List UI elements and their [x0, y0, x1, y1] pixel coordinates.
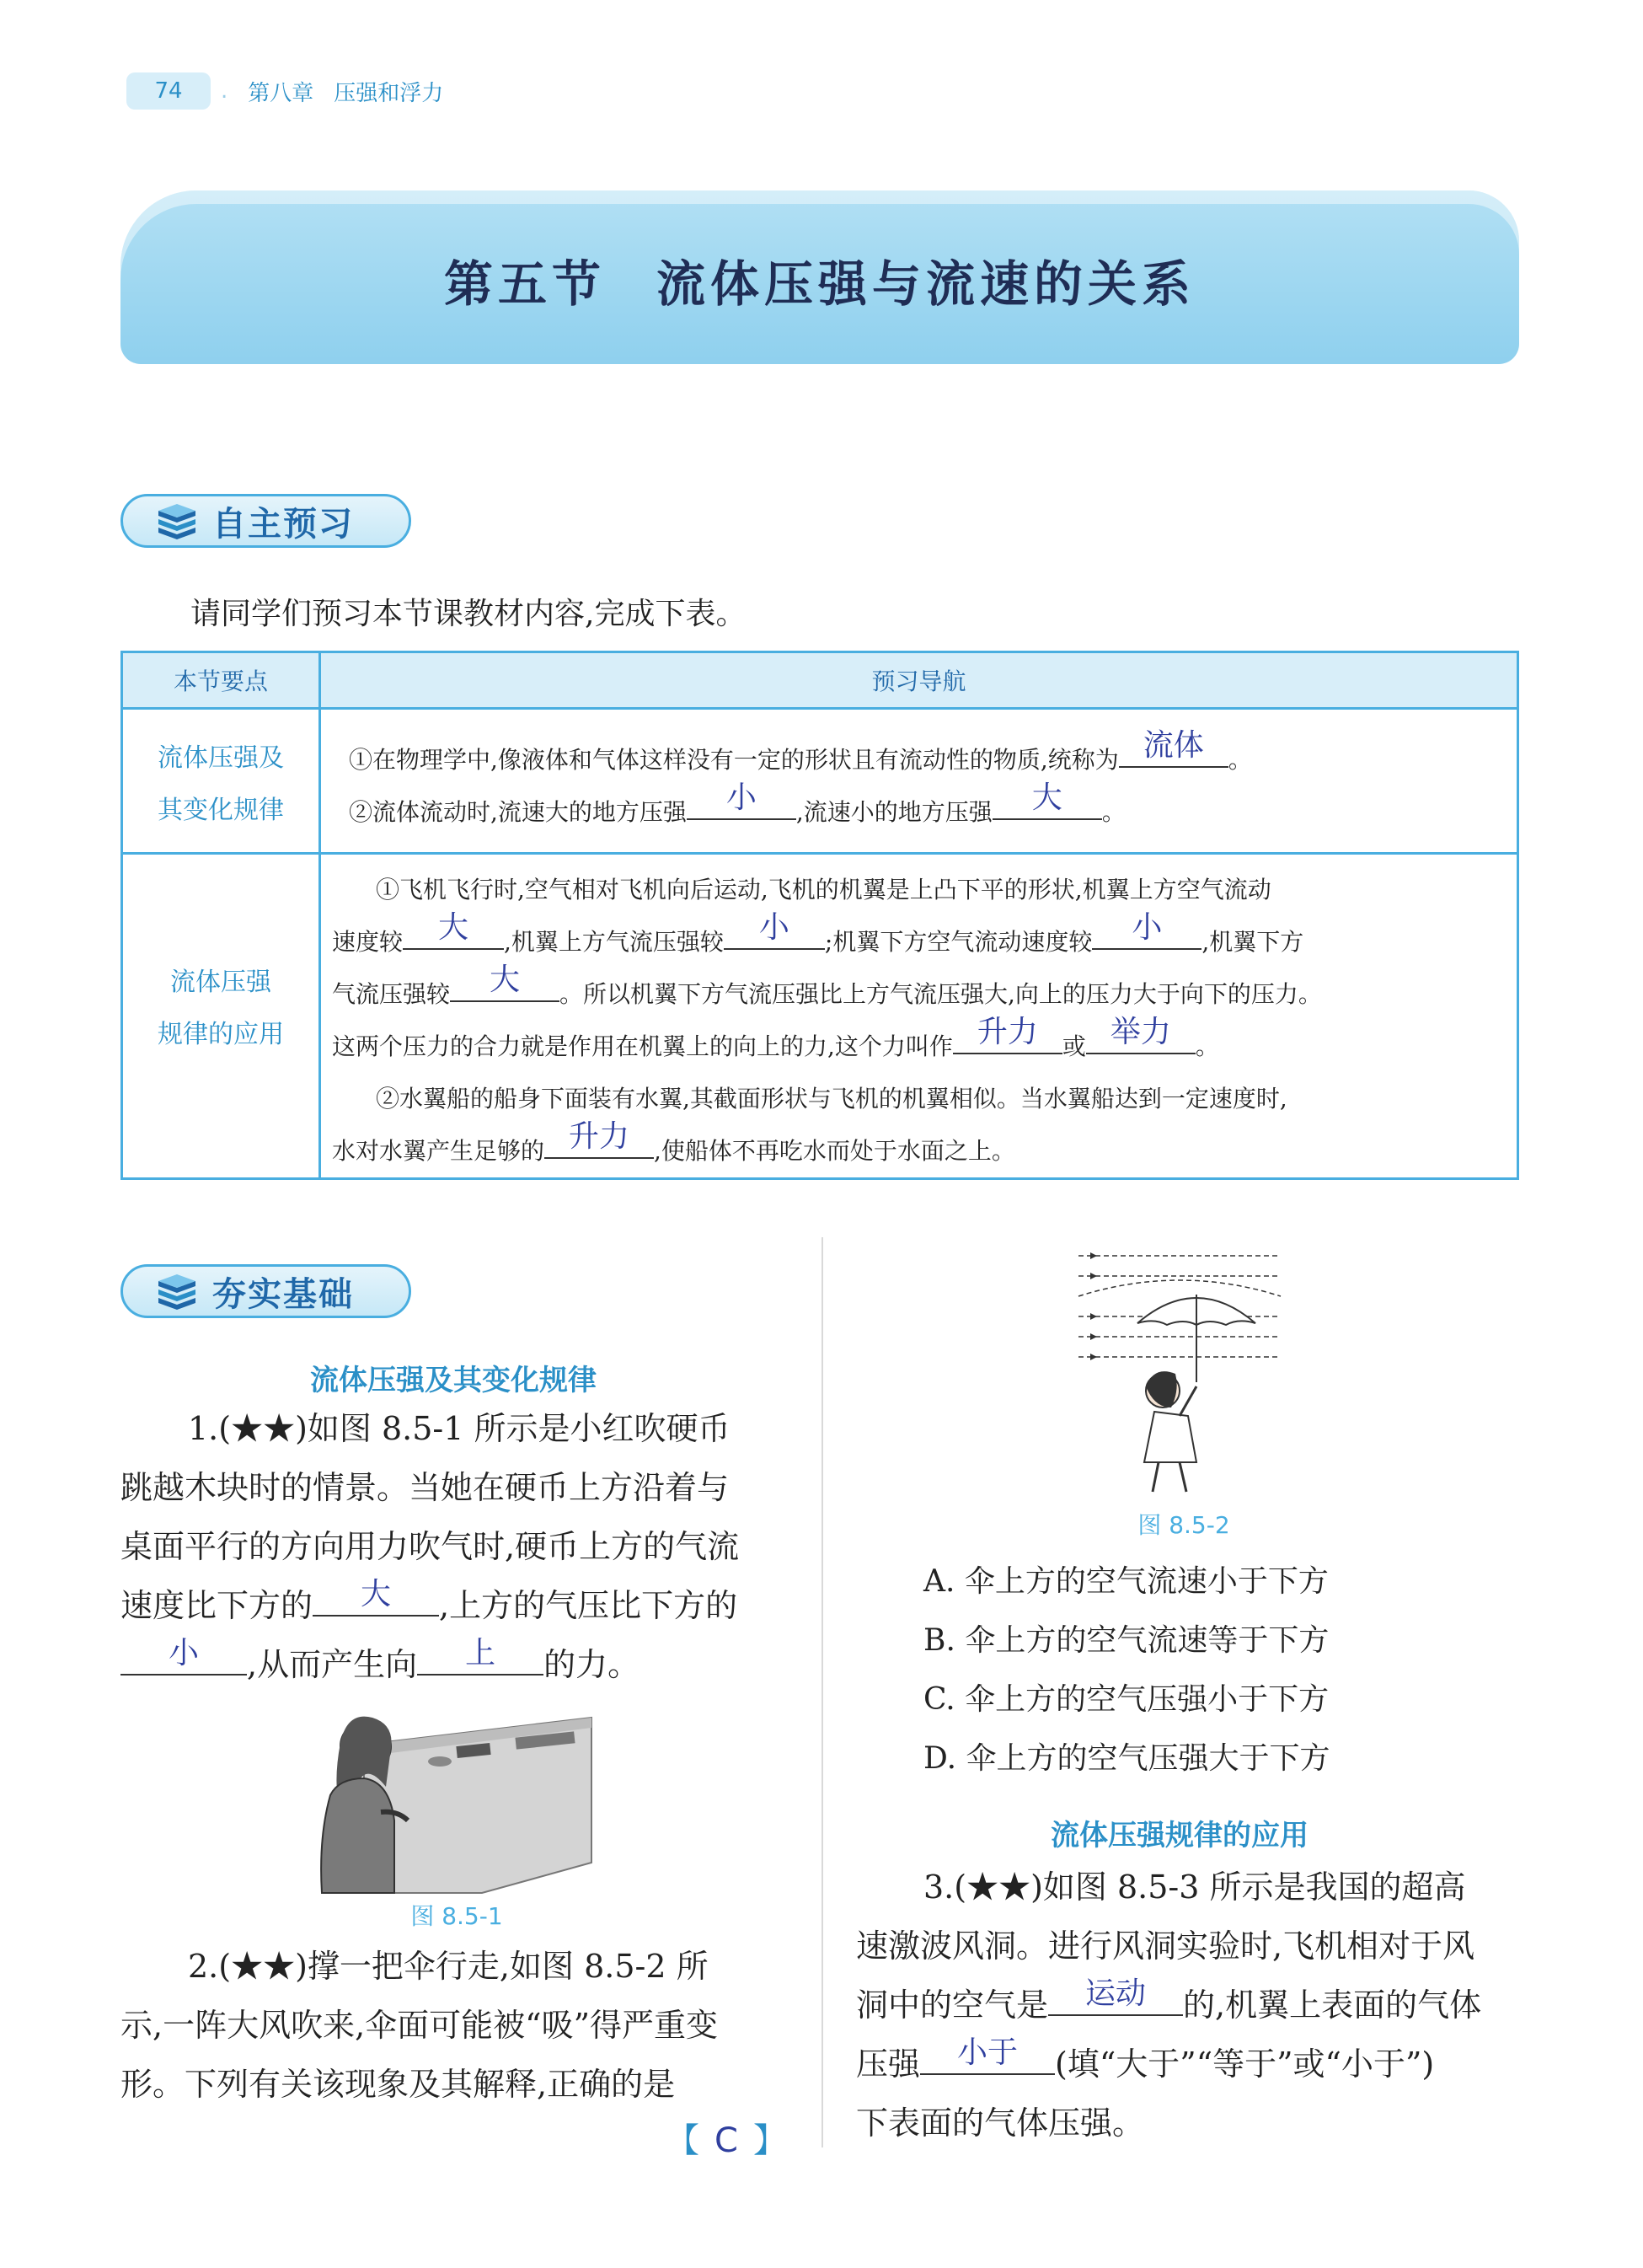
answer-blank: 上	[417, 1642, 543, 1676]
subheading-application: 流体压强规律的应用	[1051, 1819, 1309, 1852]
answer-blank: 大	[313, 1583, 439, 1617]
figure-girl-blowing-coin	[313, 1694, 600, 1896]
row2-line2: 速度较 大 ,机翼上方气流压强较 小 ;机翼下方空气流动速度较 小 ,机翼下方	[332, 910, 1304, 956]
question-2-options	[923, 1552, 1513, 1788]
row2-line4: 这两个压力的合力就是作用在机翼上的向上的力,这个力叫作 升力 或 举力 。	[332, 1015, 1219, 1060]
preview-heading	[120, 494, 411, 548]
column-divider	[822, 1237, 823, 2147]
answer-blank: 小	[724, 925, 825, 950]
option-a: A. 伞上方的空气流速小于下方	[923, 1564, 1329, 1599]
row1-line2: ②流体流动时,流速大的地方压强 小 ,流速小的地方压强 大 。	[349, 780, 1126, 826]
answer-blank: 小	[687, 795, 796, 820]
option-d: D. 伞上方的空气压强大于下方	[923, 1741, 1330, 1776]
answer-blank: 小	[120, 1642, 247, 1676]
option-b: B. 伞上方的空气流速等于下方	[923, 1623, 1330, 1658]
preview-intro: 请同学们预习本节课教材内容,完成下表。	[190, 597, 747, 631]
chapter-header	[221, 72, 443, 110]
row2-line3: 气流压强较 大 。所以机翼下方气流压强比上方气流压强大,向上的压力大于向下的压力。	[332, 962, 1322, 1008]
answer-blank	[1119, 728, 1228, 768]
option-c: C. 伞上方的空气压强小于下方	[923, 1682, 1330, 1717]
section-number: 第五节	[443, 255, 606, 313]
chapter-title: 压强和浮力	[334, 80, 444, 106]
basics-heading-label: 夯实基础	[212, 1274, 354, 1314]
figure-1-caption: 图 8.5-1	[410, 1902, 503, 1930]
answer-blank: 升力	[544, 1134, 654, 1159]
answer-blank: 升力	[953, 1029, 1062, 1054]
table-row-divider	[123, 852, 1517, 855]
chapter-label: 第八章	[248, 80, 314, 106]
question-2: 2.(★★)撑一把伞行走,如图 8.5-2 所 示,一阵大风吹来,伞面可能被“吸”得严重变 形。下列有关该现象及其解释,正确的是	[120, 1948, 719, 2103]
figure-2-caption: 图 8.5-2	[1137, 1511, 1230, 1539]
preview-table	[120, 651, 1519, 1180]
row2-line5: ②水翼船的船身下面装有水翼,其截面形状与飞机的机翼相似。当水翼船达到一定速度时,	[376, 1085, 1287, 1113]
figure-girl-with-umbrella	[1070, 1247, 1298, 1500]
section-title	[120, 244, 1519, 315]
books-icon	[153, 502, 201, 539]
answer-bracket: 【 C 】	[666, 2121, 787, 2160]
chosen-answer: C	[714, 2121, 738, 2160]
row1-label: 流体压强及 其变化规律	[158, 743, 284, 825]
answer-blank: 大	[450, 977, 559, 1002]
question-3: 3.(★★)如图 8.5-3 所示是我国的超高 速激波风洞。进行风洞实验时,飞机相对于风 洞中的空气是 运动 的,机翼上表面的气体 压强 小于 (填“大于”“等于”或“小于”) 下表面的气体压强。	[856, 1869, 1482, 2142]
answer-blank: 大	[993, 795, 1102, 820]
table-column-divider	[318, 653, 321, 1177]
preview-heading-label: 自主预习	[212, 504, 354, 544]
row2-line6: 水对水翼产生足够的 升力 ,使船体不再吃水而处于水面之上。	[332, 1119, 1015, 1165]
question-1: 1.(★★)如图 8.5-1 所示是小红吹硬币 跳越木块时的情景。当她在硬币上方沿着与 桌面平行的方向用力吹气时,硬币上方的气流 速度比下方的 大 ,上方的气压比下方的 小 ,从而产生向 上 的力。	[120, 1410, 740, 1683]
row2-label: 流体压强 规律的应用	[158, 968, 284, 1049]
col1-header: 本节要点	[173, 668, 268, 695]
row1-line1: ①在物理学中,像液体和气体这样没有一定的形状且有流动性的物质,统称为 流体 。	[349, 728, 1252, 774]
subheading-law: 流体压强及其变化规律	[310, 1364, 597, 1397]
col2-header: 预习导航	[871, 668, 966, 695]
answer-blank: 大	[403, 925, 504, 950]
books-icon	[153, 1273, 201, 1310]
separator-dot: .	[221, 78, 228, 104]
basics-heading	[120, 1264, 411, 1318]
answer-blank: 运动	[1048, 1982, 1183, 2016]
answer-fluid: 流体	[1143, 728, 1204, 763]
page-number: 74	[126, 72, 211, 110]
answer-blank: 举力	[1086, 1029, 1196, 1054]
section-name: 流体压强与流速的关系	[656, 255, 1196, 313]
answer-blank: 小于	[920, 2041, 1055, 2075]
row2-line1: ①飞机飞行时,空气相对飞机向后运动,飞机的机翼是上凸下平的形状,机翼上方空气流动	[376, 876, 1271, 903]
answer-blank: 小	[1092, 925, 1201, 950]
